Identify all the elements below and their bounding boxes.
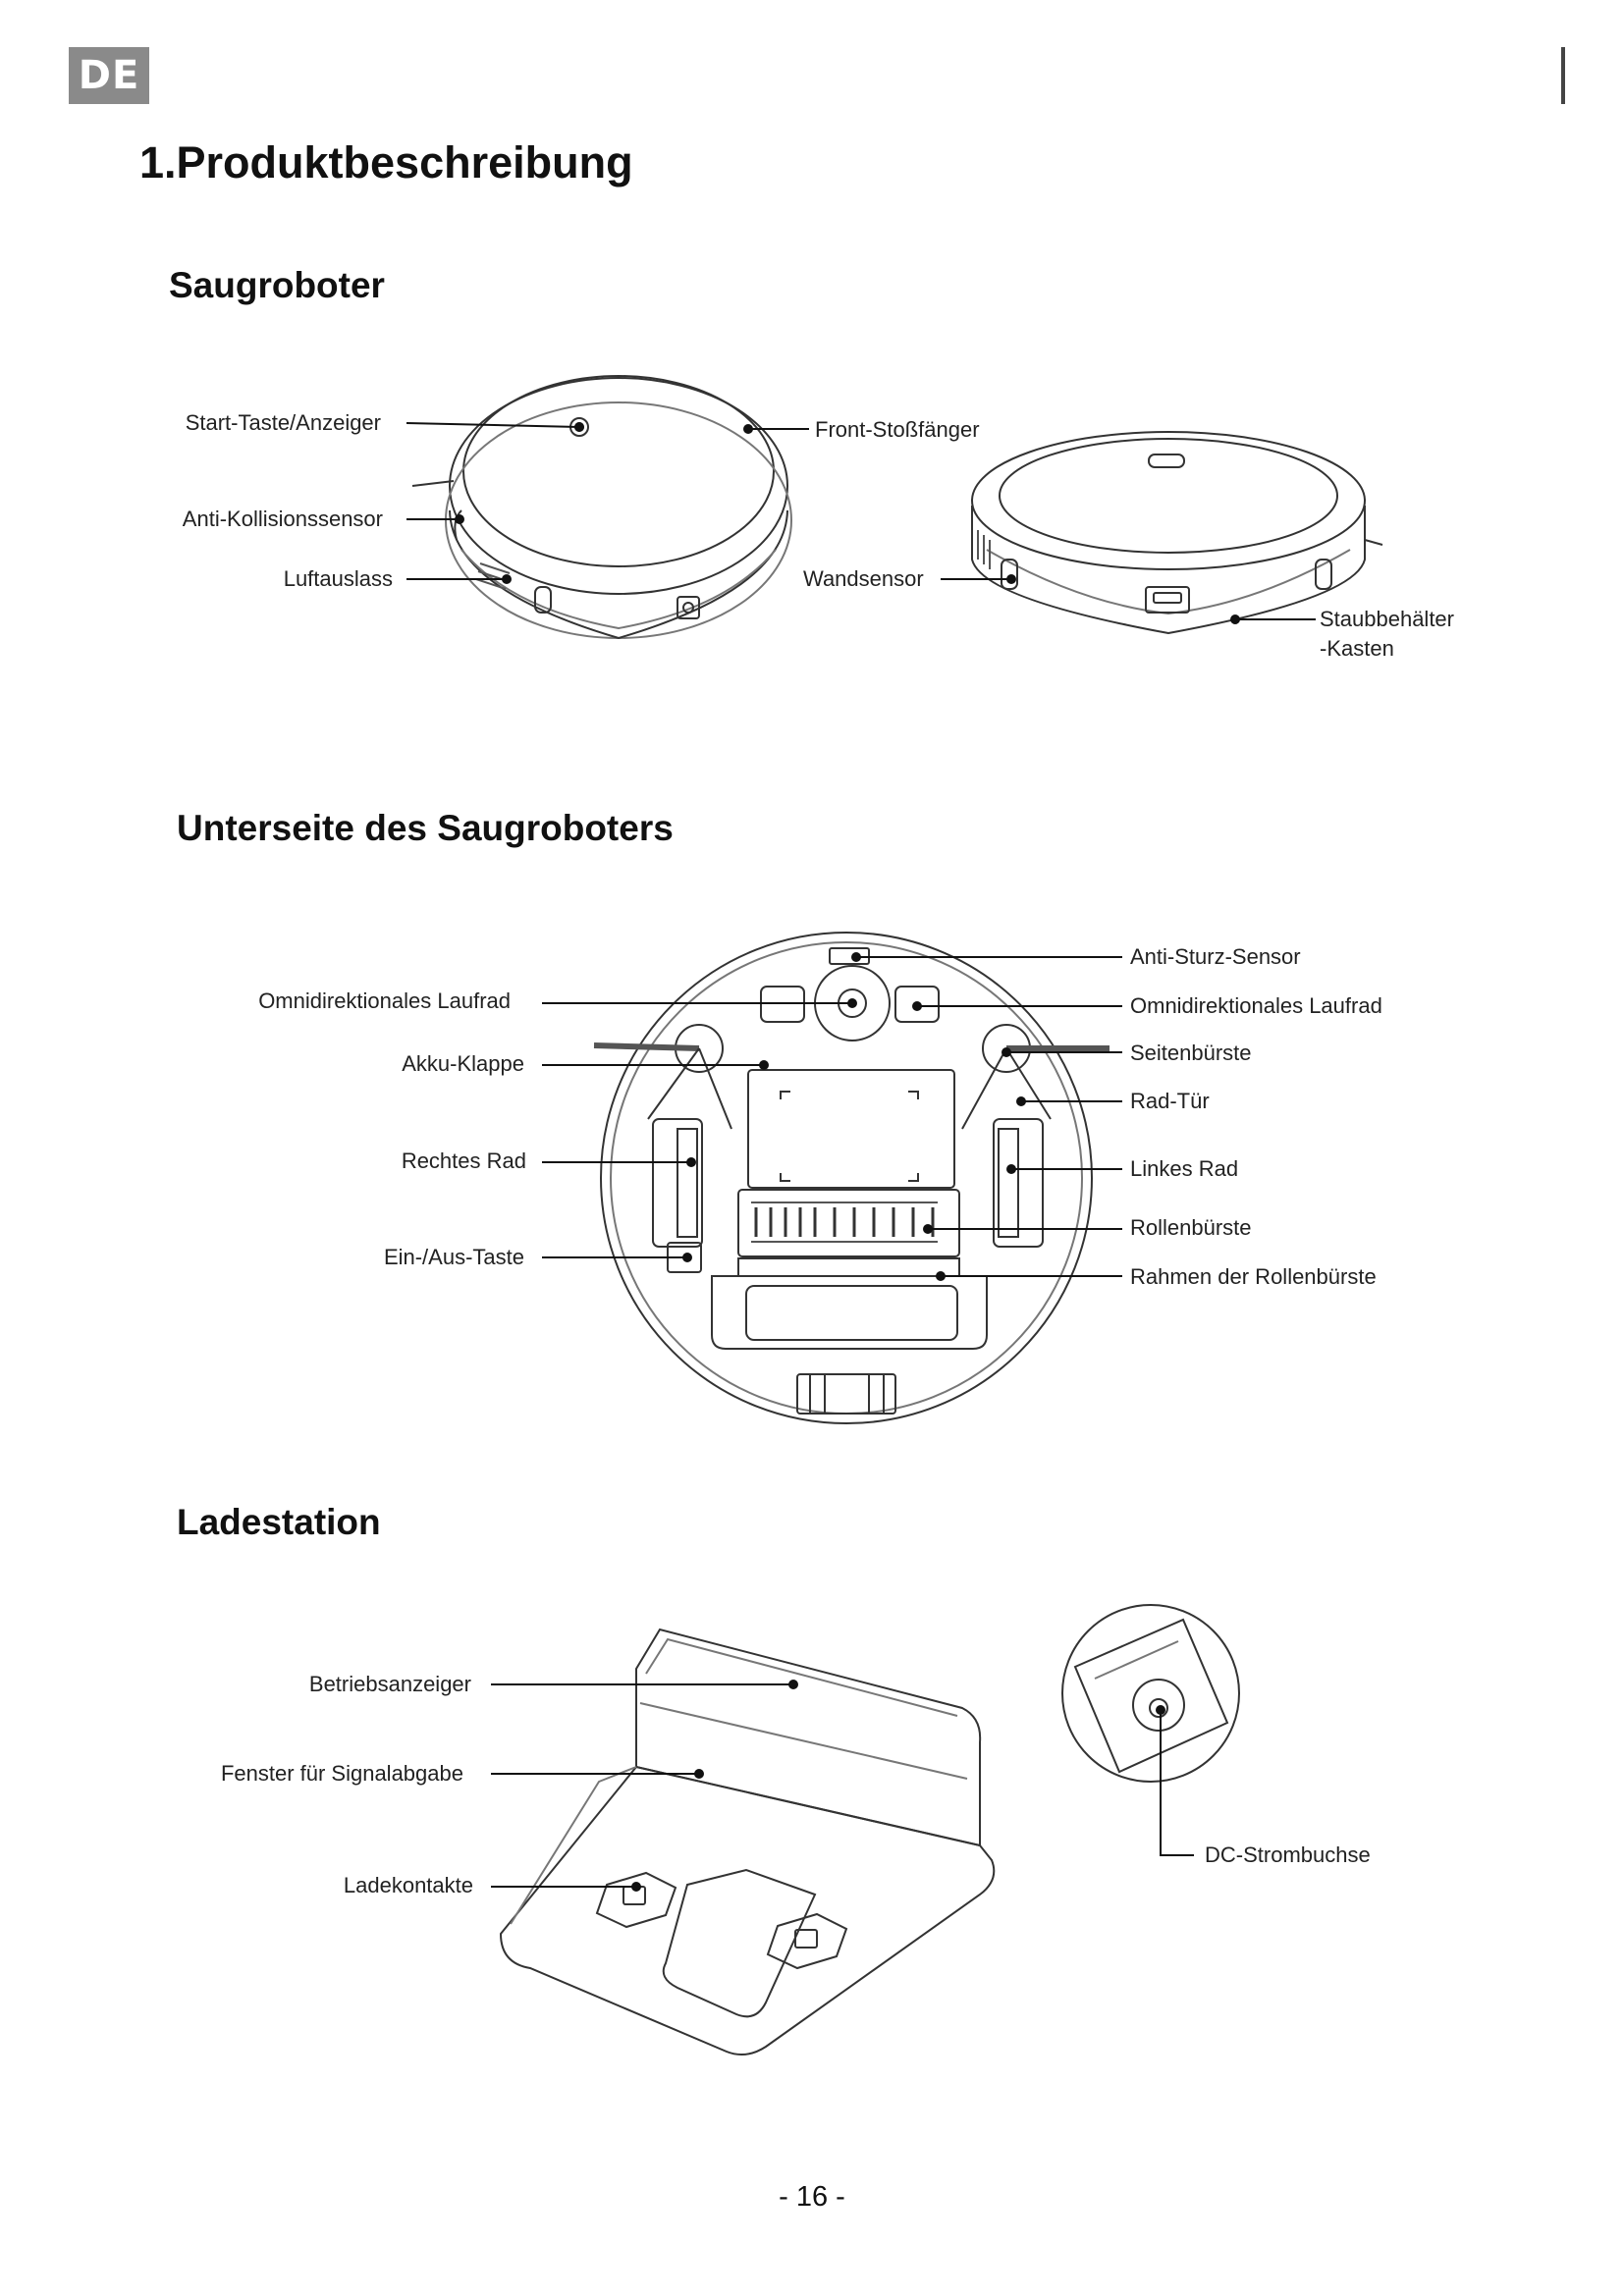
label-front-bumper: Front-Stoßfänger [815, 417, 980, 442]
page-number: - 16 - [779, 2181, 845, 2213]
label-air-outlet: Luftauslass [283, 566, 393, 591]
label-omni-wheel-left: Omnidirektionales Laufrad [258, 988, 511, 1013]
label-wall-sensor: Wandsensor [803, 566, 924, 591]
label-cliff-sensor: Anti-Sturz-Sensor [1130, 944, 1301, 969]
label-wheel-door: Rad-Tür [1130, 1089, 1210, 1113]
section-heading-bottom: Unterseite des Saugroboters [177, 808, 674, 848]
label-signal-window: Fenster für Signalabgabe [220, 1761, 463, 1786]
label-start-button: Start-Taste/Anzeiger [185, 410, 381, 435]
label-battery-cover: Akku-Klappe [402, 1051, 524, 1076]
label-right-wheel: Rechtes Rad [401, 1148, 526, 1173]
label-power-switch: Ein-/Aus-Taste [383, 1245, 524, 1269]
section-heading-robot: Saugroboter [169, 265, 385, 305]
label-anti-collision-sensor: Anti-Kollisionssensor [182, 507, 383, 531]
label-charging-contacts: Ladekontakte [343, 1873, 473, 1897]
label-omni-wheel-right: Omnidirektionales Laufrad [1130, 993, 1382, 1018]
label-roller-brush-frame: Rahmen der Rollenbürste [1130, 1264, 1377, 1289]
label-dc-socket: DC-Strombuchse [1205, 1842, 1371, 1867]
label-left-wheel: Linkes Rad [1130, 1156, 1239, 1181]
label-roller-brush: Rollenbürste [1130, 1215, 1252, 1240]
page-title: 1.Produktbeschreibung [139, 137, 633, 187]
label-dust-bin-line1: Staubbehälter [1320, 607, 1454, 631]
section-heading-dock: Ladestation [177, 1502, 381, 1542]
label-dust-bin-line2: -Kasten [1320, 636, 1394, 661]
label-side-brush: Seitenbürste [1130, 1041, 1252, 1065]
language-badge: DE [69, 47, 149, 104]
label-operation-indicator: Betriebsanzeiger [308, 1672, 471, 1696]
